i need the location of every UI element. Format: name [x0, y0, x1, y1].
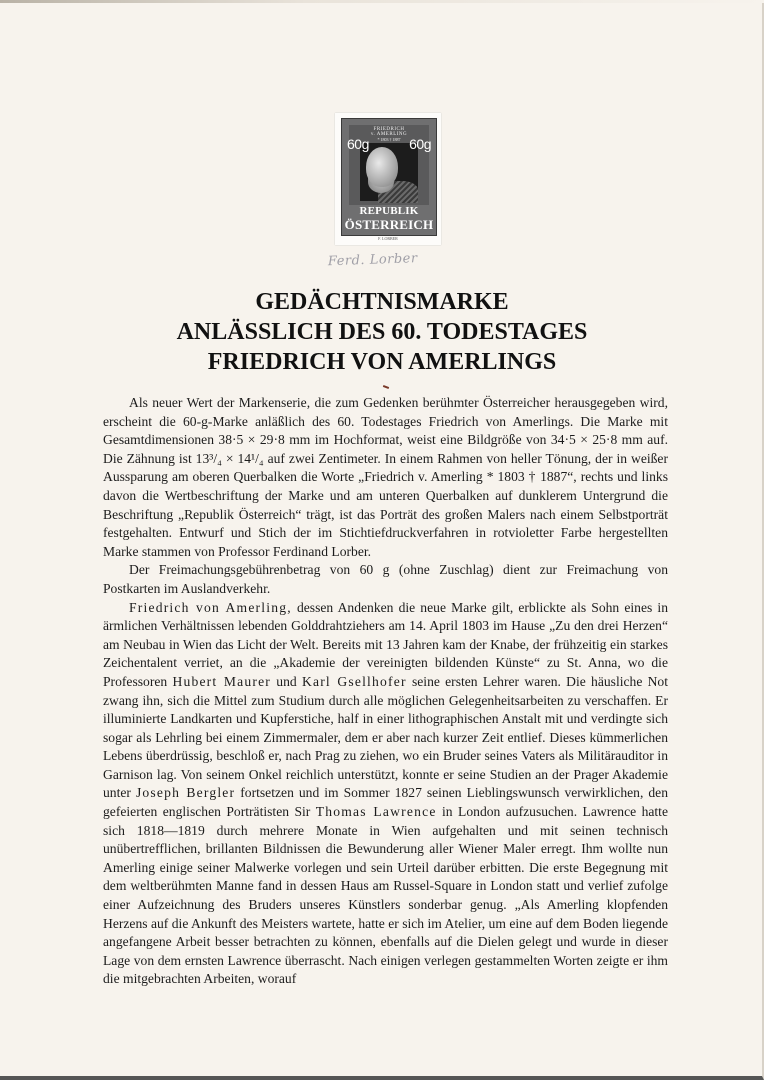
body-text: [103, 394, 668, 989]
title-line-2: ANLÄSSLICH DES 60. TODESTAGES: [176, 319, 588, 345]
text-run: fortsetzen und im Sommer 1827 seinen Lieblingswunsch verwirklichen, den gefeierten englischen Porträtisten Sir: [103, 785, 668, 820]
stamp-caption-surname: v. AMERLING: [370, 132, 408, 137]
stamp-value-left: 60g: [347, 136, 369, 152]
text-run: und: [271, 673, 302, 689]
handwritten-signature: Ferd. Lorber: [327, 251, 418, 270]
stamp-engraver-imprint: F. LORBER: [378, 236, 398, 241]
stamp-image: [341, 118, 437, 236]
stamp-country-line1: REPUBLIK: [359, 205, 419, 217]
person-name: Karl Gsellhofer: [301, 673, 407, 689]
person-name: Thomas Lawrence: [315, 804, 437, 820]
page-edge-shadow: [0, 0, 764, 3]
person-name: Joseph Bergler: [135, 785, 236, 801]
stamp-proof: [335, 113, 441, 245]
text-run: dessen Andenken die neue Marke gilt, erblickte als Sohn eines in ärmlichen Verhältnissen lebenden Golddrahtziehers am 14. April 1803 im Hause „Zu den drei Herzen“ am Neubau in Wien das Licht der Welt. Bereits mit 13 Jahren kam der Knabe, der frühzeitig ein starkes Zeichentalent verriet, an die „Akademie der vereinigten bildenden Künste“ zu St. Anna, wo die Professoren: [103, 599, 668, 689]
title-line-3: FRIEDRICH VON AMERLINGS: [207, 349, 557, 375]
title-line-1: GEDÄCHTNISMARKE: [255, 289, 509, 315]
paragraph-postage: Der Freimachungsgebührenbetrag von 60 g (ohne Zuschlag) dient zur Freimachung von Postkarten im Auslandverkehr.: [103, 562, 668, 596]
text-run: seine ersten Lehrer waren. Die häusliche Not zwang ihn, sich die Mittel zum Studium durch alle möglichen Gelegenheitsarbeiten zu verschaffen. Er illuminierte Landkarten und Kupferstiche, half in einer lithographischen Anstalt mit und verdingte sich sogar als Lehrling bei einem Zimmermaler, dem er aber nach kurzer Zeit entlief. Dieses kümmerlichen Lebens überdrüssig, beschloß er, nach Prag zu ziehen, wo ein Bruder seines Vaters als Militärauditor in Garnison lag. Von seinem Onkel reichlich unterstützt, konnte er seine Studien an der Prager Akademie unter: [103, 673, 669, 801]
page-title: [90, 287, 674, 377]
stamp-caption-name: FRIEDRICH: [373, 127, 405, 132]
stamp-caption-dates: * 1803 † 1887: [377, 137, 401, 142]
ink-mark: [383, 385, 389, 389]
portrait-head: [366, 147, 398, 187]
person-name: Friedrich von Amerling,: [129, 599, 292, 615]
stamp-country-line2: ÖSTERREICH: [344, 217, 434, 232]
text-run: in London aufzusuchen. Lawrence hatte sich 1818—1819 durch mehrere Monate in Wien aufgehalten und mit seinen technisch unübertrefflichen, brillanten Bildnissen die Bewunderung aller Wiener Maler erregt. Ihm wollte nun Amerling einige seiner Malwerke vorlegen und sein Urteil darüber erbitten. Die erste Begegnung mit dem weltberühmten Manne fand in dessen Haus am Russel-Square in London statt und verlief zufolge einer Aufzeichnung des Bruders unseres Künstlers sonderbar genug. „Als Amerling klopfenden Herzens auf die Ankunft des Meisters wartete, hatte er sich im Atelier, um eine auf dem Boden liegende angefangene Arbeit besser betrachten zu können, ebenfalls auf die Dielen gelegt und wurde in dieser Lage von dem ernsten Lawrence überrascht. Nach einigen verlegen gestammelten Worten zeigte er ihm die mitgebrachten Arbeiten, worauf: [103, 804, 668, 987]
stamp-value-right: 60g: [409, 136, 431, 152]
paragraph-biography: [103, 599, 668, 989]
paragraph-stamp-description: Als neuer Wert der Markenserie, die zum Gedenken berühmter Österreicher herausgegeben wird, erscheint die 60-g-Marke anläßlich des 60. Todestages Friedrich von Amerlings. Die Marke mit Gesamtdimensionen 38·5 × 29·8 mm im Hochformat, weist eine Bildgröße von 34·5 × 25·8 mm auf. Die Zähnung ist 13³/₄ × 14¹/₄ auf zwei Zentimeter. In einem Rahmen von heller Tönung, der in weißer Aussparung am oberen Querbalken die Worte „Friedrich v. Amerling * 1803 † 1887“, rechts und links davon die Wertbeschriftung der Marke und am unteren Querbalken auf dunklerem Untergrund die Beschriftung „Republik Österreich“ trägt, ist das Porträt des großen Malers nach einem Selbstporträt festgehalten. Entwurf und Stich der im Stichtiefdruckverfahren in rotvioletter Farbe hergestellten Marke stammen von Professor Ferdinand Lorber.: [103, 395, 668, 559]
person-name: Hubert Maurer: [172, 673, 272, 689]
